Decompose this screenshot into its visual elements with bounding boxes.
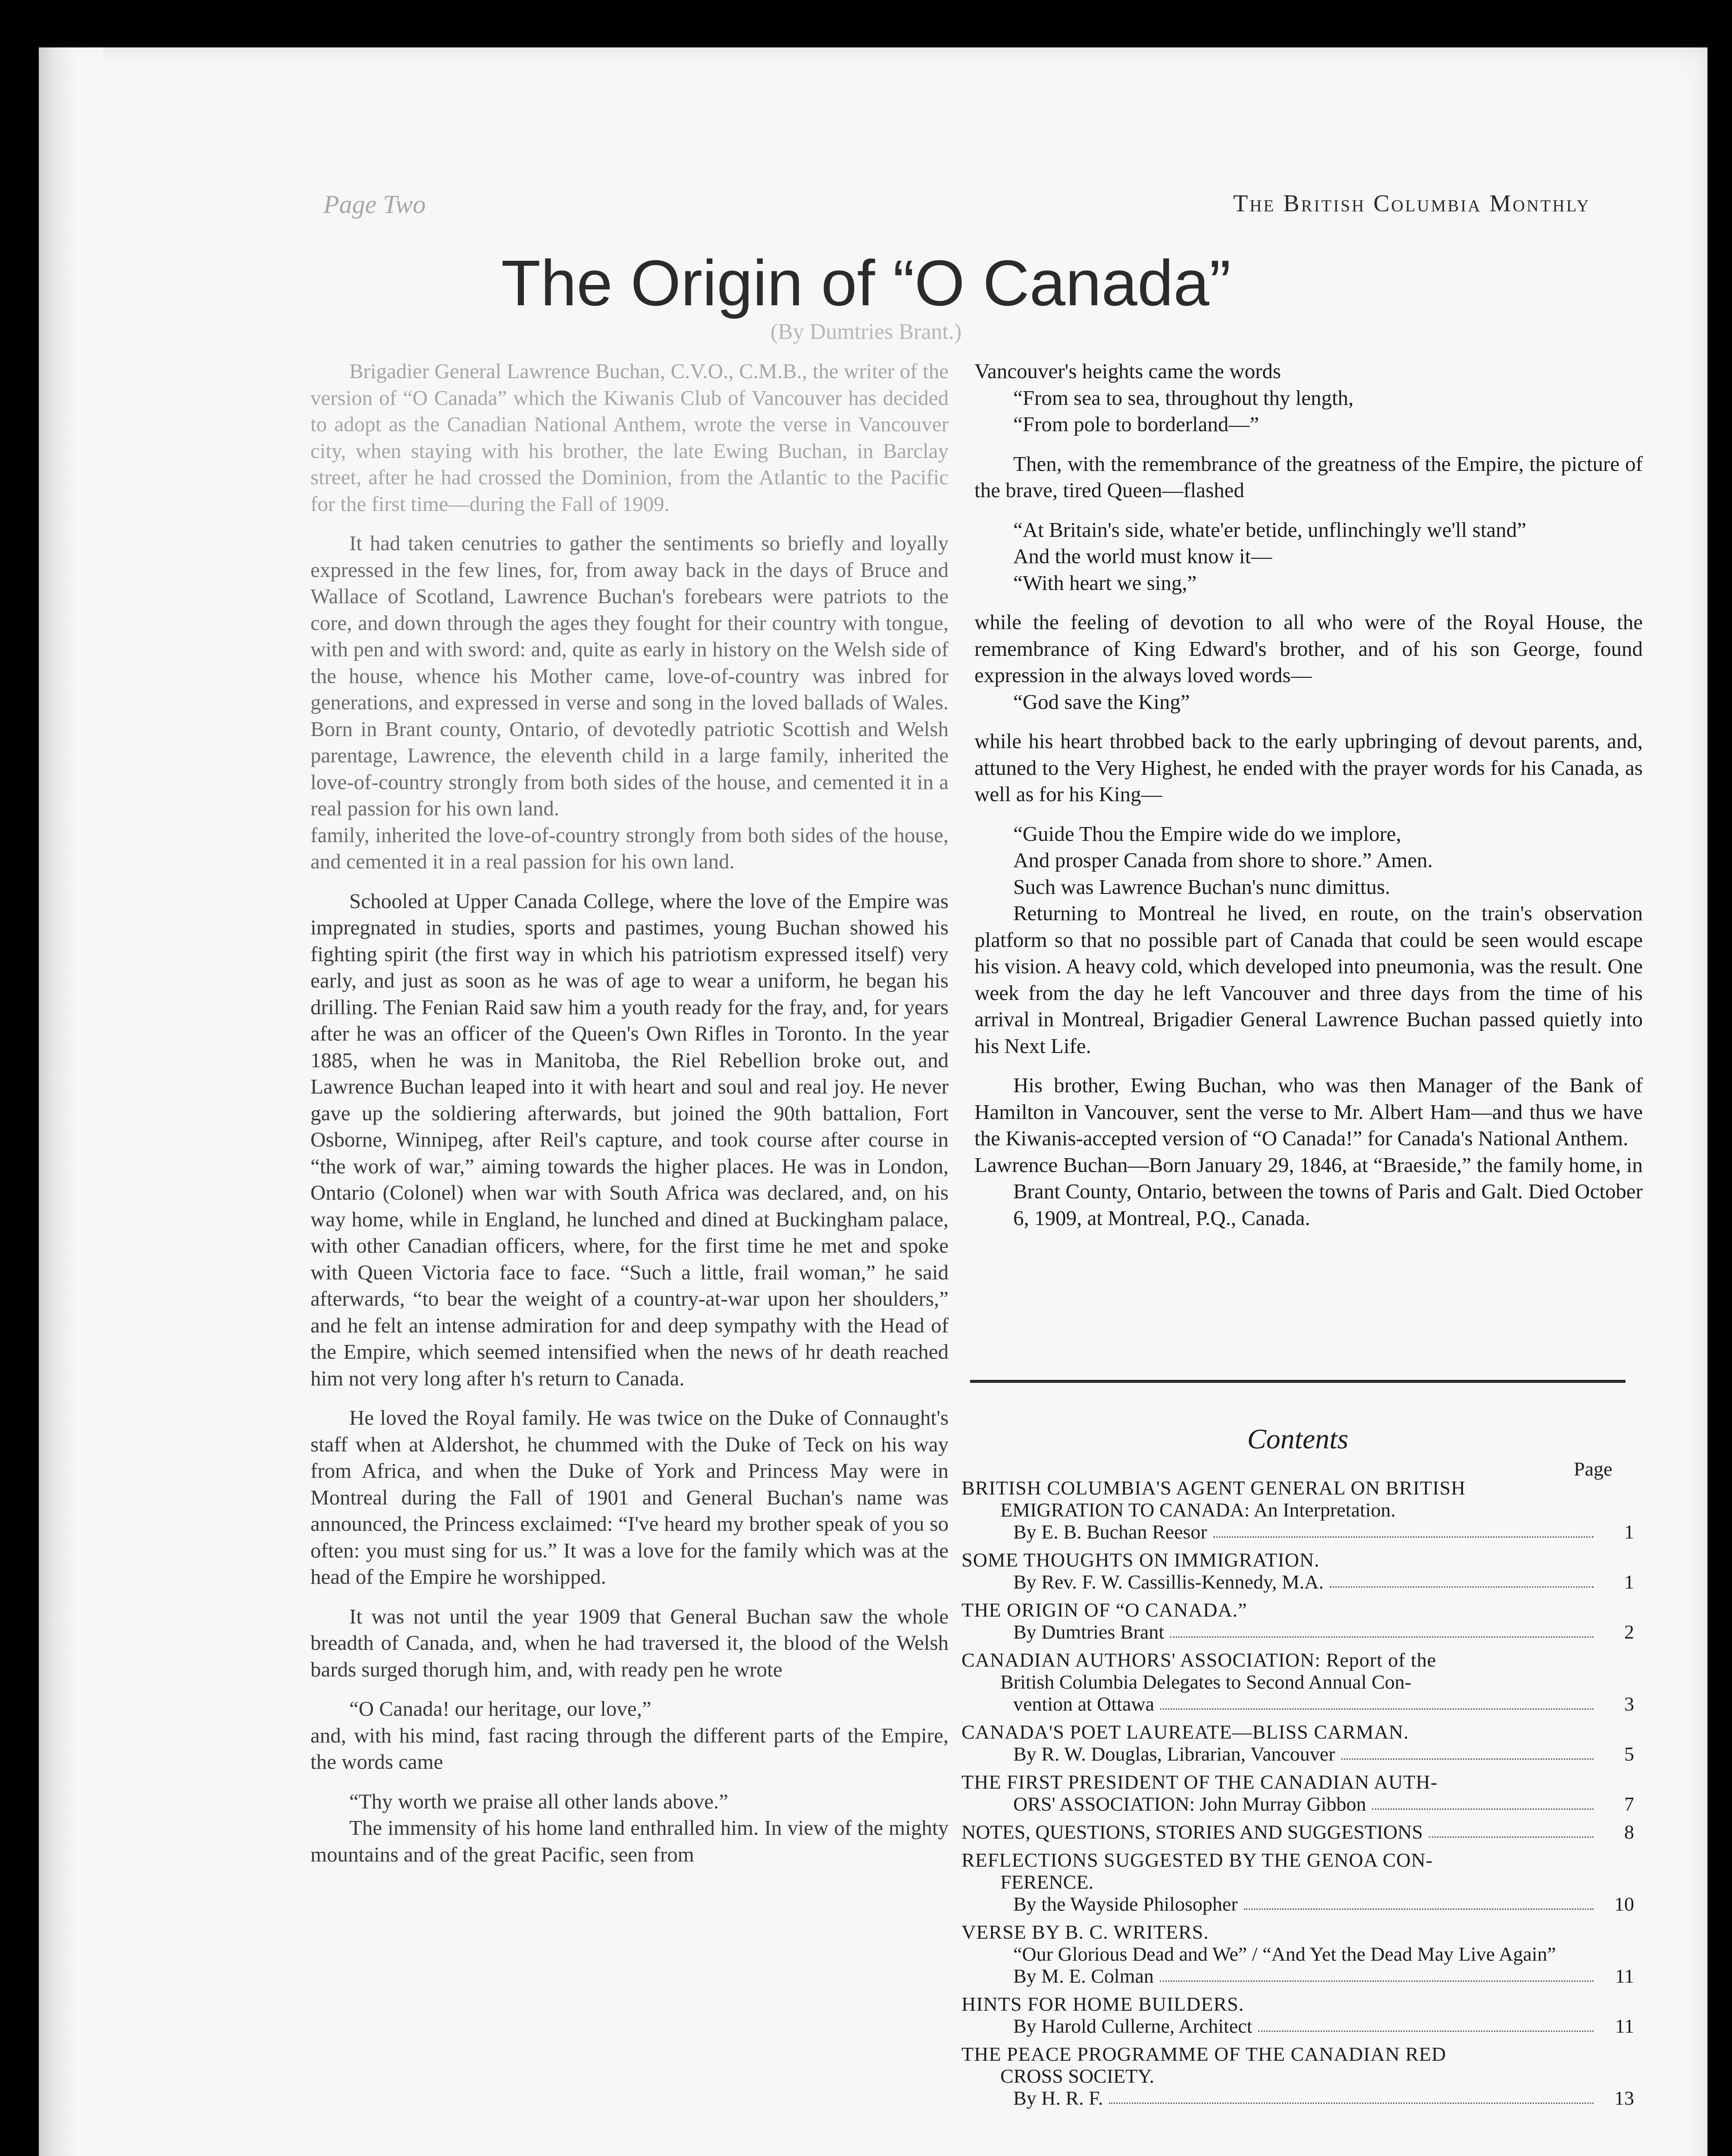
- toc-entry-title: NOTES, QUESTIONS, STORIES AND SUGGESTIONS: [962, 1821, 1423, 1843]
- toc-entry: [962, 1549, 1634, 1593]
- toc-entry-title: THE FIRST PRESIDENT OF THE CANADIAN AUTH-: [962, 1771, 1438, 1793]
- toc-entry-author: By Rev. F. W. Cassillis-Kennedy, M.A.: [1013, 1571, 1324, 1593]
- toc-entry-author: By H. R. F.: [1013, 2087, 1103, 2109]
- toc-entry-page: 11: [1615, 2015, 1634, 2037]
- verse-quote: “From pole to borderland—”: [1013, 412, 1259, 436]
- paragraph: His brother, Ewing Buchan, who was then Manager of the Bank of Hamilton in Vancouver, sent the verse to Mr. Albert Ham—and thus we have the Kiwanis-accepted version of “O Canada!” for Canada's National Anthem.: [974, 1073, 1643, 1150]
- toc-entry-page: 2: [1624, 1621, 1634, 1643]
- toc-entry-continuation: “Our Glorious Dead and We” / “And Yet the Dead May Live Again”: [1013, 1943, 1556, 1965]
- paragraph: Returning to Montreal he lived, en route, on the train's observation platform so that no possible part of Canada that could be seen would escape his vision. A heavy cold, which developed into pneumonia, was the result. One week from the day he left Vancouver and three days from the time of his arrival in Montreal, Brigadier General Lawrence Buchan passed quietly into his Next Life.: [974, 901, 1643, 1058]
- paragraph: The immensity of his home land enthralled him. In view of the mighty mountains and of the great Pacific, seen from: [310, 1816, 949, 1866]
- toc-entry-author: By Harold Cullerne, Architect: [1013, 2015, 1253, 2037]
- toc-entry-author: By E. B. Buchan Reesor: [1013, 1521, 1207, 1543]
- toc-entry-title: CANADA'S POET LAUREATE—BLISS CARMAN.: [962, 1721, 1409, 1743]
- toc-entry-page: 10: [1614, 1893, 1634, 1915]
- verse-quote: “At Britain's side, whate'er betide, unflinchingly we'll stand”: [1013, 517, 1526, 542]
- paragraph: It had taken cenutries to gather the sentiments so briefly and loyally expressed in the few lines, for, from away back in the days of Bruce and Wallace of Scotland, Lawrence Buchan's forebears were patriots to the core, and down through the ages they fought for their country with tongue, with pen and with sword: and, quite as early in history on the Welsh side of the house, whence his Mother came, love-of-country was inbred for generations, and expressed in verse and song in the loved ballads of Wales. Born in Brant county, Ontario, of devotedly patriotic Scottish and Welsh parentage, Lawrence, the eleventh child in a large family, inherited the love-of-country strongly from both sides of the house, and cemented it in a real passion for his own land.: [310, 531, 949, 820]
- toc-entry: [962, 1849, 1634, 1915]
- paragraph: Vancouver's heights came the words: [974, 359, 1281, 383]
- verse-quote: “Guide Thou the Empire wide do we implore,: [1013, 821, 1401, 846]
- running-header: The British Columbia Monthly: [1233, 190, 1591, 217]
- paragraph: family, inherited the love-of-country strongly from both sides of the house, and cemented it in a real passion for his own land.: [310, 823, 949, 873]
- toc-entry-continuation: FERENCE.: [1000, 1871, 1093, 1893]
- verse-quote: “O Canada! our heritage, our love,”: [349, 1697, 651, 1720]
- toc-entry-title: VERSE BY B. C. WRITERS.: [962, 1921, 1209, 1943]
- verse-quote: And prosper Canada from shore to shore.” Amen.: [1013, 848, 1433, 872]
- article-byline: (By Dumtries Brant.): [770, 320, 962, 344]
- toc-entry-title: HINTS FOR HOME BUILDERS.: [962, 1993, 1244, 2015]
- verse-quote: And the world must know it—: [1013, 544, 1272, 568]
- contents-page-column-label: Page: [1574, 1458, 1613, 1480]
- article-left-column: [310, 358, 949, 1868]
- contents-heading: Contents: [1247, 1423, 1349, 1455]
- paragraph: while the feeling of devotion to all who were of the Royal House, the remembrance of King Edward's brother, and of his son George, found expression in the always loved words—: [974, 610, 1643, 687]
- verse-quote: “With heart we sing,”: [1013, 570, 1197, 595]
- toc-entry-continuation: British Columbia Delegates to Second Annual Con-: [1000, 1671, 1412, 1693]
- toc-entry: [962, 1921, 1634, 1987]
- toc-entry-author: By the Wayside Philosopher: [1013, 1893, 1238, 1915]
- verse-quote: “Thy worth we praise all other lands above.”: [349, 1789, 728, 1813]
- verse-quote: “From sea to sea, throughout thy length,: [1013, 385, 1354, 410]
- toc-entry-author: ORS' ASSOCIATION: John Murray Gibbon: [1013, 1793, 1366, 1815]
- toc-entry-author: By M. E. Colman: [1013, 1965, 1154, 1987]
- toc-entry: [962, 1993, 1634, 2037]
- toc-entry-title: REFLECTIONS SUGGESTED BY THE GENOA CON-: [962, 1849, 1433, 1871]
- toc-entry-title: CANADIAN AUTHORS' ASSOCIATION: Report of the: [962, 1649, 1437, 1671]
- paragraph: Lawrence Buchan—Born January 29, 1846, at “Braeside,” the family home, in Brant County, Ontario, between the towns of Paris and Galt. Died October 6, 1909, at Montreal, P.Q., Canada.: [974, 1153, 1643, 1230]
- toc-entry-continuation: CROSS SOCIETY.: [1000, 2065, 1155, 2087]
- page-number-label: Page Two: [323, 190, 426, 219]
- paragraph: It was not until the year 1909 that General Buchan saw the whole breadth of Canada, and, when he had traversed it, the blood of the Welsh bards surged thorugh him, and, with ready pen he wrote: [310, 1604, 949, 1681]
- toc-entry-page: 8: [1624, 1821, 1634, 1843]
- paragraph: while his heart throbbed back to the early upbringing of devout parents, and, attuned to the Very Highest, he ended with the prayer words for his Canada, as well as for his King—: [974, 729, 1643, 806]
- toc-entry: [962, 1649, 1634, 1715]
- toc-entry-page: 1: [1624, 1571, 1634, 1593]
- toc-entry-continuation: EMIGRATION TO CANADA: An Interpretation.: [1000, 1499, 1396, 1521]
- toc-entry-title: BRITISH COLUMBIA'S AGENT GENERAL ON BRITISH: [962, 1477, 1466, 1499]
- toc-entry: [962, 1477, 1634, 1543]
- verse-quote: Such was Lawrence Buchan's nunc dimittus.: [1013, 874, 1391, 899]
- page-binding-edge: [39, 47, 103, 2156]
- toc-entry: [962, 1599, 1634, 1643]
- paragraph: Schooled at Upper Canada College, where the love of the Empire was impregnated in studies, sports and pastimes, young Buchan showed his fighting spirit (the first way in which his patriotism expressed itself) very early, and just as soon as he was of age to wear a uniform, he began his drilling. The Fenian Raid saw him a youth ready for the fray, and, for years after he was an officer of the Queen's Own Rifles in Toronto. In the year 1885, when he was in Manitoba, the Riel Rebellion broke out, and Lawrence Buchan leaped into it with heart and soul and real joy. He never gave up the soldiering afterwards, but joined the 90th battalion, Fort Osborne, Winnipeg, after Reil's capture, and took course after course in “the work of war,” aiming towards the higher places. He was in London, Ontario (Colonel) when war with South Africa was declared, and, on his way home, while in England, he lunched and dined at Buckingham palace, with other Canadian officers, where, for the first time he met and spoke with Queen Victoria face to face. “Such a little, frail woman,” he said afterwards, “to bear the weight of a country-at-war upon her shoulders,” and he felt an intense admiration for and deep sympathy with the Head of the Empire, which seemed intensified when the news of hr death reached him not very long after h's return to Canada.: [310, 889, 949, 1390]
- toc-entry-author: vention at Ottawa: [1013, 1693, 1155, 1715]
- toc-entry-author: By R. W. Douglas, Librarian, Vancouver: [1013, 1743, 1335, 1765]
- verse-quote: “God save the King”: [1013, 689, 1190, 714]
- toc-entry-page: 5: [1624, 1743, 1634, 1765]
- article-right-column: [974, 358, 1643, 1231]
- toc-entry-page: 11: [1615, 1965, 1634, 1987]
- paragraph: Then, with the remembrance of the greatness of the Empire, the picture of the brave, tired Queen—flashed: [974, 451, 1643, 502]
- toc-entry-title: THE PEACE PROGRAMME OF THE CANADIAN RED: [962, 2043, 1447, 2065]
- paragraph: and, with his mind, fast racing through the different parts of the Empire, the words came: [310, 1723, 949, 1774]
- toc-entry: [962, 2043, 1634, 2109]
- toc-entry-title: THE ORIGIN OF “O CANADA.”: [962, 1599, 1247, 1621]
- toc-entry: [962, 1721, 1634, 1765]
- section-divider: [970, 1380, 1626, 1383]
- article-title: The Origin of “O Canada”: [501, 247, 1231, 319]
- toc-entry-page: 1: [1624, 1521, 1634, 1543]
- toc-entry-author: By Dumtries Brant: [1013, 1621, 1165, 1643]
- toc-entry-page: 13: [1614, 2087, 1634, 2109]
- toc-entry: [962, 1771, 1634, 1815]
- toc-entry-page: 3: [1624, 1693, 1634, 1715]
- toc-entry-title: SOME THOUGHTS ON IMMIGRATION.: [962, 1549, 1320, 1571]
- paragraph: He loved the Royal family. He was twice on the Duke of Connaught's staff when at Aldershot, he chummed with the Duke of Teck on his way from Africa, and when the Duke of York and Princess May were in Montreal during the Fall of 1901 and General Buchan's name was announced, the Princess exclaimed: “I've heard my brother speak of you so often: you must sing for us.” It was a love for the family which was at the head of the Empire he worshipped.: [310, 1406, 949, 1589]
- table-of-contents: [962, 1477, 1634, 2115]
- paragraph: Brigadier General Lawrence Buchan, C.V.O., C.M.B., the writer of the version of “O Canada” which the Kiwanis Club of Vancouver has decided to adopt as the Canadian National Anthem, wrote the verse in Vancouver city, when staying with his brother, the late Ewing Buchan, in Barclay street, after he had crossed the Dominion, from the Atlantic to the Pacific for the first time—during the Fall of 1909.: [310, 359, 949, 516]
- toc-entry: [962, 1821, 1634, 1843]
- toc-entry-page: 7: [1624, 1793, 1634, 1815]
